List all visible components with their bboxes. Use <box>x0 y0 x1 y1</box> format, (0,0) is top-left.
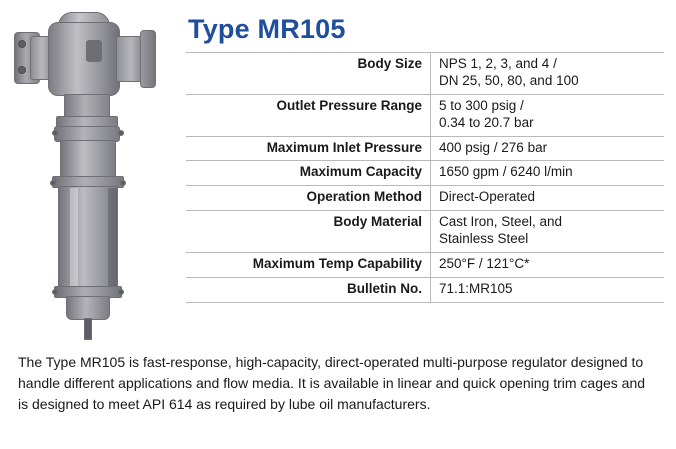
spec-label: Outlet Pressure Range <box>186 94 431 136</box>
spec-label: Body Size <box>186 53 431 95</box>
highlight-shape <box>70 188 78 288</box>
bolt-icon <box>52 130 58 136</box>
spec-label: Maximum Inlet Pressure <box>186 136 431 161</box>
bottom-cap-shape <box>66 296 110 320</box>
table-row <box>186 277 664 302</box>
table-row <box>186 136 664 161</box>
flange-bolt-icon <box>18 66 26 74</box>
spec-label: Body Material <box>186 211 431 253</box>
description-block <box>18 352 654 415</box>
spec-value: 71.1:MR105 <box>439 280 513 296</box>
table-row <box>186 53 664 95</box>
shadow-shape <box>108 188 117 288</box>
spec-value: 1650 gpm / 6240 l/min <box>439 164 573 180</box>
spec-label: Maximum Temp Capability <box>186 252 431 277</box>
spec-value: 250°F / 121°C* <box>439 255 530 271</box>
valve-body-shape <box>48 22 120 96</box>
spring-case-shape <box>60 140 116 180</box>
outlet-flange-shape <box>140 30 156 88</box>
spec-value: Direct-Operated <box>439 189 536 205</box>
bolt-icon <box>50 180 56 186</box>
table-row <box>186 211 664 253</box>
spec-value: NPS 1, 2, 3, and 4 / DN 25, 50, 80, and 100 <box>439 56 579 88</box>
spec-label: Operation Method <box>186 186 431 211</box>
spec-value: Cast Iron, Steel, and Stainless Steel <box>439 214 563 246</box>
table-row <box>186 94 664 136</box>
bolt-icon <box>120 180 126 186</box>
bolt-icon <box>118 130 124 136</box>
bolt-icon <box>118 289 124 295</box>
page-title: Type MR105 <box>188 14 346 44</box>
table-row <box>186 161 664 186</box>
spec-value: 400 psig / 276 bar <box>439 139 548 155</box>
bolt-icon <box>52 289 58 295</box>
product-image <box>8 10 180 340</box>
specification-table-body <box>186 53 664 303</box>
specification-table <box>186 52 664 303</box>
spec-label: Bulletin No. <box>186 277 431 302</box>
adjusting-stem-shape <box>84 318 92 340</box>
table-row <box>186 252 664 277</box>
flange-bolt-icon <box>18 40 26 48</box>
description-text: The Type MR105 is fast-response, high-capacity, direct-operated multi-purpose regulator designed to handle different applications and flow media. It is available in linear and quick opening trim cages and is designed to meet API 614 as required by lube oil manufacturers. <box>18 354 646 412</box>
table-row <box>186 186 664 211</box>
nameplate-shape <box>86 40 102 62</box>
spec-label: Maximum Capacity <box>186 161 431 186</box>
spec-value: 5 to 300 psig / 0.34 to 20.7 bar <box>439 97 534 130</box>
